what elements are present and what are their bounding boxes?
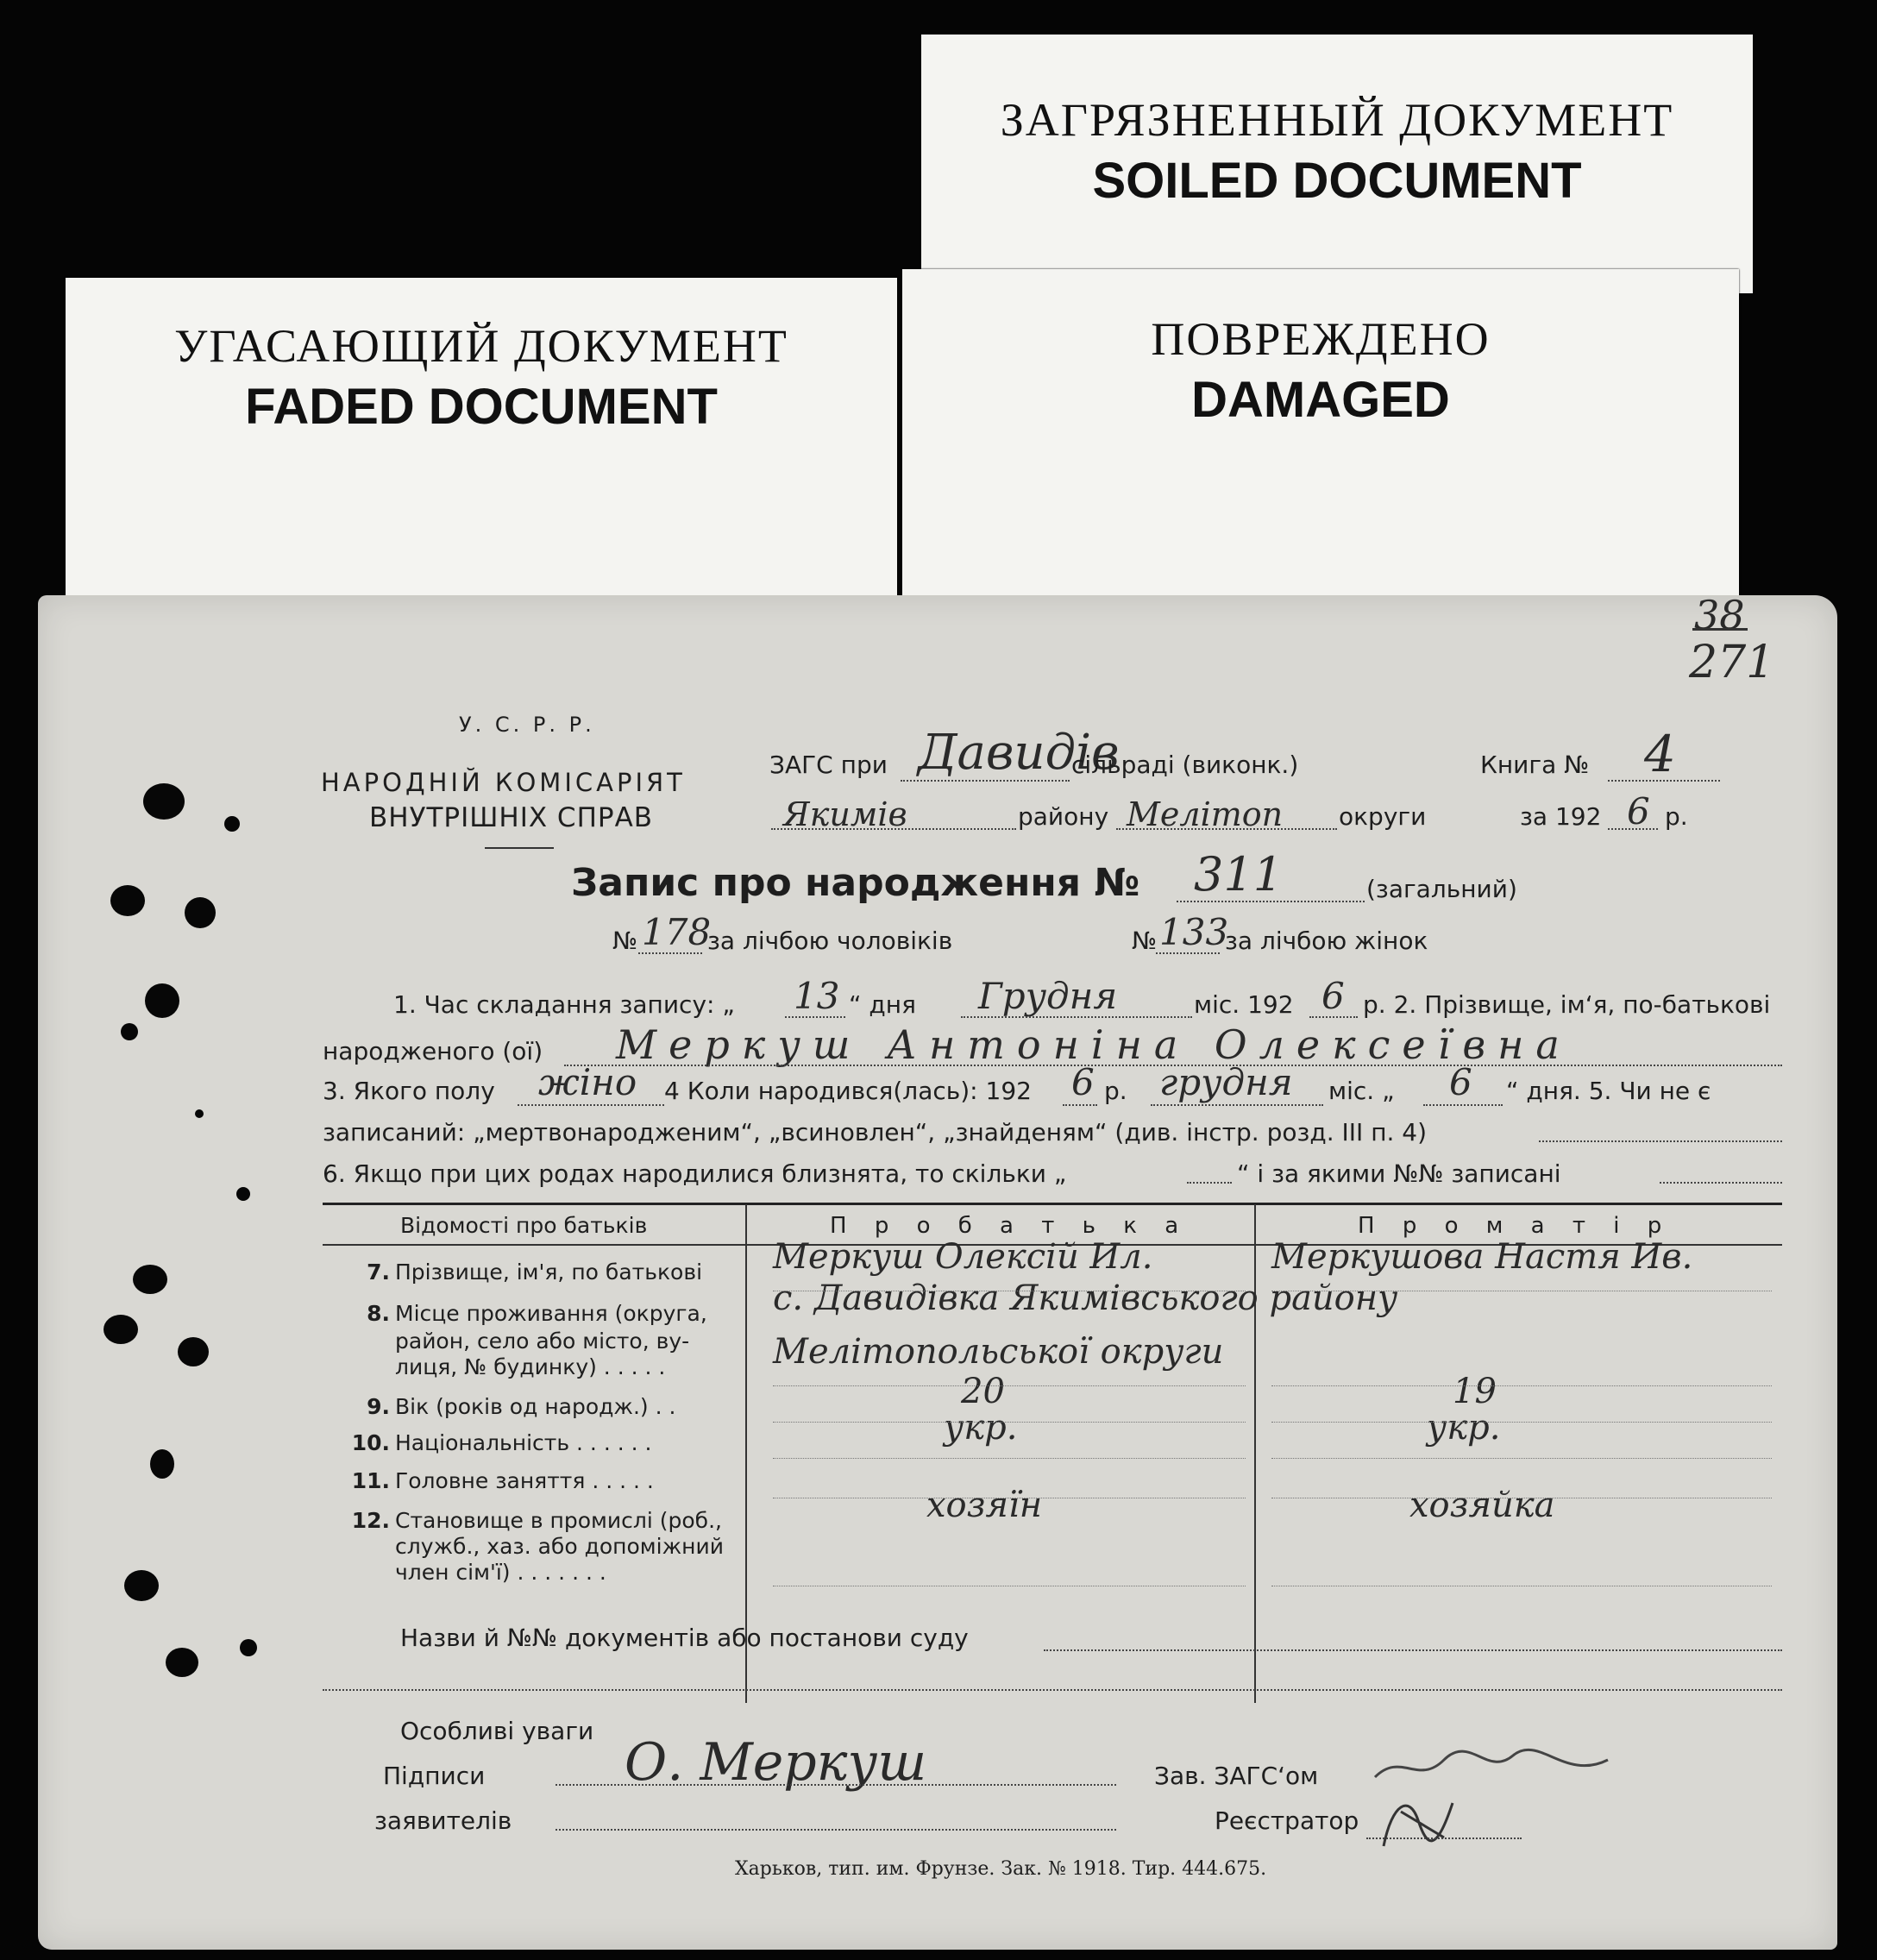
registrar-signature — [1366, 1786, 1470, 1863]
table-fill-line — [773, 1458, 1246, 1459]
row-label: лиця, № будинку) . . . . . — [395, 1354, 666, 1379]
male-count-value: 178 — [642, 911, 712, 953]
row-label: Національність . . . . . . — [395, 1430, 652, 1455]
fill-line — [785, 1016, 845, 1018]
table-fill-line — [773, 1385, 1246, 1386]
signatures-label-2: заявителів — [374, 1806, 512, 1835]
field-2-label: народженого (ої) — [323, 1037, 543, 1065]
field-6-tail: “ і за якими №№ записані — [1237, 1159, 1561, 1188]
father-value: укр. — [944, 1408, 1018, 1448]
field-6-label: 6. Якщо при цих родах народилися близнята, то скільки „ — [323, 1159, 1067, 1188]
fill-line — [1063, 1104, 1097, 1106]
father-value: Мелітопольської округи — [773, 1332, 1224, 1372]
mother-value: Меркушова Настя Ив. — [1271, 1237, 1693, 1277]
father-value: хозяїн — [926, 1486, 1043, 1525]
field-1-year-value: 6 — [1321, 975, 1345, 1017]
signatures-label-1: Підписи — [383, 1762, 486, 1790]
fill-line — [1366, 1838, 1522, 1839]
field-4-day-value: 6 — [1449, 1061, 1472, 1103]
record-general-label: (загальний) — [1366, 875, 1517, 903]
fill-line — [638, 952, 702, 954]
fill-line — [1660, 1182, 1782, 1184]
slip-faded-en: FADED DOCUMENT — [245, 379, 718, 435]
header-divider — [485, 847, 554, 849]
faded-document-slip — [66, 278, 897, 623]
field-1-day-value: 13 — [794, 975, 840, 1017]
row-label: Головне заняття . . . . . — [395, 1468, 654, 1493]
punch-hole — [104, 1315, 138, 1344]
table-top-rule — [323, 1203, 1782, 1205]
commissariat-line-1: НАРОДНІЙ КОМІСАРІЯТ — [321, 768, 686, 797]
row-label: служб., хаз. або допоміжний — [395, 1534, 724, 1559]
fill-line — [1608, 780, 1720, 782]
row-label: Прізвище, ім'я, по батькові — [395, 1260, 703, 1285]
father-value: Меркуш Олексій Ил. — [773, 1237, 1153, 1277]
table-fill-line — [1271, 1458, 1772, 1459]
zags-village-value: Давидів — [918, 725, 1120, 781]
fill-line — [1156, 952, 1220, 954]
female-count-prefix: № — [1132, 927, 1158, 955]
row-number: 10. — [351, 1430, 390, 1455]
punch-hole — [124, 1570, 159, 1601]
row-label: Становище в промислі (роб., — [395, 1508, 722, 1533]
table-header-mother: П р о м а т і р — [1358, 1213, 1673, 1239]
okrug-label: округи — [1339, 802, 1427, 831]
punch-hole — [185, 897, 216, 928]
fill-line — [556, 1784, 1116, 1786]
field-2-name-value: Меркуш Антоніна Олексеївна — [616, 1021, 1572, 1068]
female-count-value: 133 — [1159, 911, 1229, 953]
field-4-mid: міс. „ — [1328, 1077, 1395, 1105]
birth-record-card — [38, 592, 1837, 1950]
year-suffix: р. — [1665, 802, 1688, 831]
punch-hole — [178, 1337, 209, 1366]
field-3-sex-value: жіно — [538, 1061, 637, 1103]
field-4-label: 4 Коли народився(лась): 192 — [664, 1077, 1032, 1105]
zags-label: ЗАГС при — [769, 751, 888, 779]
fill-line — [771, 828, 1016, 830]
applicant-signature: О. Меркуш — [625, 1732, 927, 1793]
male-count-prefix: № — [612, 927, 638, 955]
row-label: Вік (років од народж.) . . — [395, 1394, 676, 1419]
row-number: 12. — [351, 1508, 390, 1533]
archive-number-bottom: 271 — [1689, 637, 1775, 688]
father-value: с. Давидівка Якимівського району — [773, 1278, 1398, 1318]
field-5-line-2: записаний: „мертвонародженим“, „всиновлен“, „знайденям“ (див. інстр. розд. III п. 4) — [323, 1118, 1428, 1146]
punch-hole — [110, 885, 145, 916]
field-3-label: 3. Якого полу — [323, 1077, 495, 1105]
field-1-month-value: Грудня — [978, 975, 1118, 1017]
row-label: Місце проживання (округа, — [395, 1301, 707, 1326]
book-number-value: 4 — [1644, 725, 1676, 783]
row-number: 8. — [367, 1301, 390, 1326]
fill-line — [323, 1689, 1782, 1691]
slip-damaged-ru: ПОВРЕЖДЕНО — [1151, 313, 1491, 365]
field-1-day-suffix: “ дня — [849, 990, 916, 1019]
record-number-value: 311 — [1194, 847, 1284, 901]
raion-value: Якимів — [783, 795, 907, 833]
year-value: 6 — [1627, 790, 1650, 832]
notes-label: Особливі уваги — [400, 1717, 594, 1745]
ussr-label: У. С. Р. Р. — [459, 713, 595, 737]
soiled-document-slip — [921, 35, 1753, 293]
zags-head-label: Зав. ЗАГС‘ом — [1154, 1762, 1319, 1790]
record-title: Запис про народження № — [571, 861, 1140, 905]
row-label: член сім'ї) . . . . . . . — [395, 1560, 606, 1585]
mother-value: хозяйка — [1409, 1486, 1555, 1525]
damaged-document-slip — [902, 269, 1739, 607]
fill-line — [1187, 1182, 1232, 1184]
fill-line — [1116, 828, 1337, 830]
punch-hole — [195, 1109, 204, 1118]
mother-value: 19 — [1453, 1372, 1497, 1411]
table-header-father: П р о б а т ь к а — [830, 1213, 1190, 1239]
fill-line — [1151, 1104, 1323, 1106]
punch-hole — [240, 1639, 257, 1656]
row-label: район, село або місто, ву- — [395, 1329, 690, 1354]
punch-hole — [166, 1648, 198, 1677]
punch-hole — [133, 1265, 167, 1294]
archive-number-top: 38 — [1694, 592, 1745, 638]
mother-value: укр. — [1427, 1408, 1501, 1448]
punch-hole — [224, 816, 240, 832]
punch-hole — [143, 783, 185, 820]
okrug-value: Мелітоп — [1127, 795, 1284, 833]
documents-label: Назви й №№ документів або постанови суду — [400, 1624, 969, 1652]
punch-hole — [121, 1023, 138, 1040]
slip-soiled-ru: ЗАГРЯЗНЕННЫЙ ДОКУМЕНТ — [1000, 94, 1674, 146]
field-4-month-value: грудня — [1159, 1061, 1293, 1103]
field-1-label: 1. Час складання запису: „ — [393, 990, 735, 1019]
book-label: Книга № — [1480, 751, 1590, 779]
male-count-label: за лічбою чоловіків — [707, 927, 953, 955]
table-header-info: Відомості про батьків — [400, 1213, 648, 1238]
year-label: за 192 — [1520, 802, 1602, 831]
printer-imprint: Харьков, тип. им. Фрунзе. Зак. № 1918. Тир. 444.675. — [735, 1858, 1267, 1880]
fill-line — [518, 1104, 664, 1106]
row-number: 9. — [367, 1394, 390, 1419]
table-fill-line — [1271, 1385, 1772, 1386]
fill-line — [1309, 1016, 1358, 1018]
slip-soiled-en: SOILED DOCUMENT — [1092, 153, 1582, 209]
row-number: 11. — [351, 1468, 390, 1493]
fill-line — [1177, 901, 1365, 902]
archive-number-divider — [1692, 628, 1748, 631]
punch-hole — [236, 1187, 250, 1201]
fill-line — [1608, 828, 1658, 830]
field-4-year-value: 6 — [1071, 1061, 1095, 1103]
row-number: 7. — [367, 1260, 390, 1285]
commissariat-line-2: ВНУТРІШНІХ СПРАВ — [369, 802, 654, 833]
field-1-mid: міс. 192 — [1194, 990, 1294, 1019]
silradi-label: сільраді (виконк.) — [1071, 751, 1299, 779]
table-fill-line — [1271, 1422, 1772, 1423]
fill-line — [1539, 1140, 1782, 1142]
field-4-r: р. — [1104, 1077, 1127, 1105]
slip-damaged-en: DAMAGED — [1191, 372, 1450, 428]
registrar-label: Реєстратор — [1215, 1806, 1359, 1835]
father-value: 20 — [961, 1372, 1005, 1411]
fill-line — [1423, 1104, 1503, 1106]
field-5-tail: “ дня. 5. Чи не є — [1506, 1077, 1711, 1105]
female-count-label: за лічбою жінок — [1225, 927, 1428, 955]
fill-line — [1044, 1649, 1782, 1651]
fill-line — [556, 1829, 1116, 1831]
slip-faded-ru: УГАСАЮЩИЙ ДОКУМЕНТ — [174, 320, 788, 372]
fill-line — [961, 1016, 1192, 1018]
punch-hole — [150, 1449, 174, 1479]
punch-hole — [145, 983, 179, 1018]
field-1-tail: р. 2. Прізвище, ім‘я, по-батькові — [1363, 990, 1771, 1019]
table-fill-line — [773, 1422, 1246, 1423]
fill-line — [901, 780, 1070, 782]
raion-label: району — [1018, 802, 1109, 831]
